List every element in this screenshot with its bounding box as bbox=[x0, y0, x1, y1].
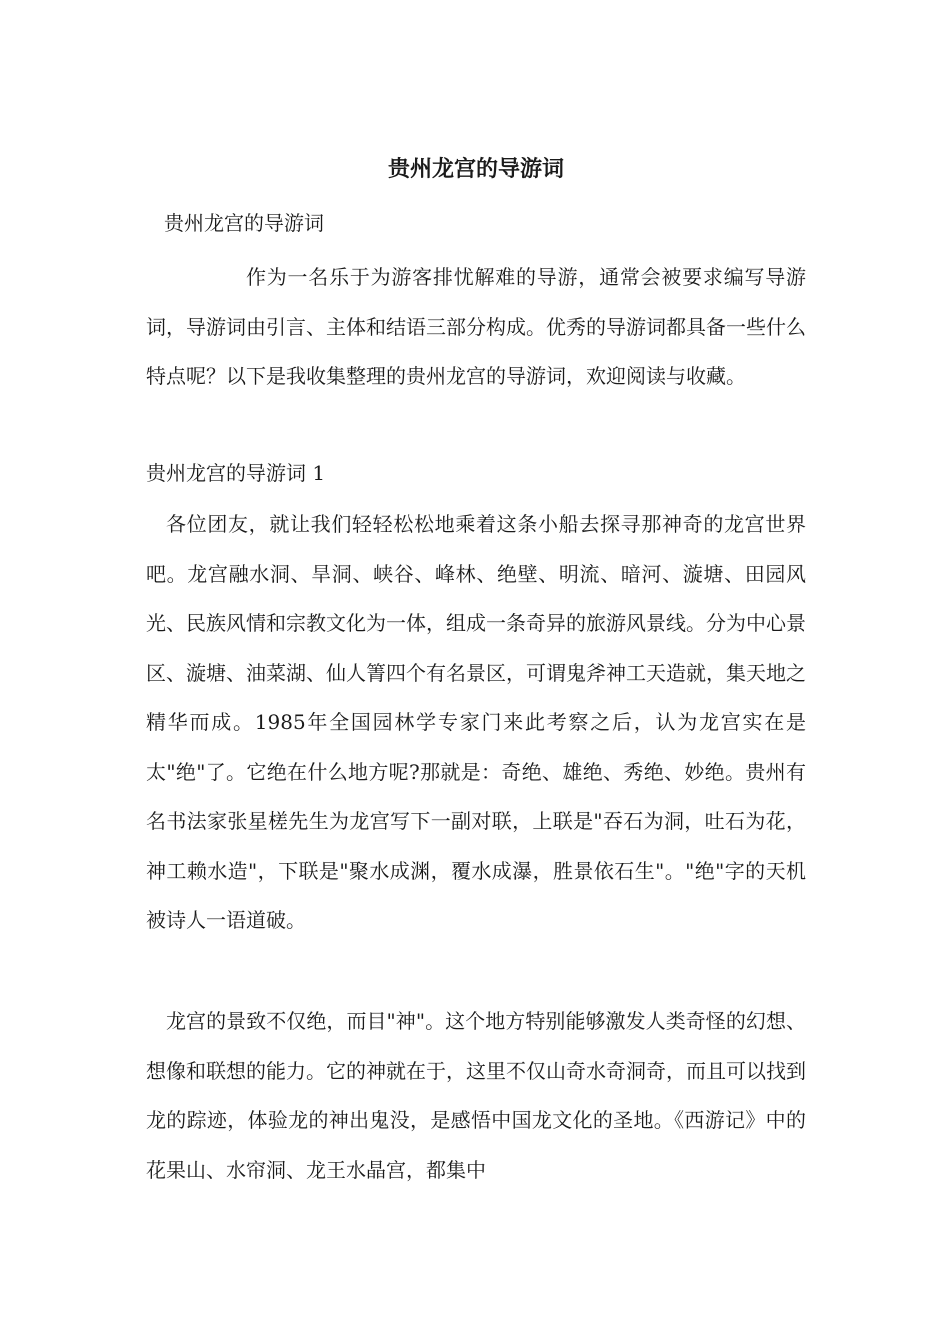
document-title: 贵州龙宫的导游词 bbox=[387, 156, 564, 182]
intro-paragraph: 作为一名乐于为游客排忧解难的导游，通常会被要求编写导游词，导游词由引言、主体和结语三部分构成。优秀的导游词都具备一些什么特点呢？以下是我收集整理的贵州龙宫的导游词，欢迎阅读与收藏。 bbox=[146, 265, 806, 388]
body-paragraph-1: 各位团友，就让我们轻轻松松地乘着这条小船去探寻那神奇的龙宫世界吧。龙宫融水洞、旱洞、峡谷、峰林、绝壁、明流、暗河、漩塘、田园风光、民族风情和宗教文化为一体，组成一条奇异的旅游风景线。分为中心景区、漩塘、油菜湖、仙人箐四个有名景区，可谓鬼斧神工天造就，集天地之精华而成。1985年全国园林学专家门来此考察之后，认为龙宫实在是太"绝"了。它绝在什么地方呢?那就是：奇绝、雄绝、秀绝、妙绝。贵州有名书法家张星槎先生为龙宫写下一副对联，上联是"吞石为洞，吐石为花，神工赖水造"，下联是"聚水成渊，覆水成瀑，胜景依石生"。"绝"字的天机被诗人一语道破。 bbox=[146, 512, 806, 932]
document-subtitle: 贵州龙宫的导游词 bbox=[164, 211, 324, 235]
section-heading: 贵州龙宫的导游词 1 bbox=[146, 461, 326, 485]
body-paragraph-2: 龙宫的景致不仅绝，而目"神"。这个地方特别能够激发人类奇怪的幻想、想像和联想的能力。它的神就在于，这里不仅山奇水奇洞奇，而且可以找到龙的踪迹，体验龙的神出鬼没，是感悟中国龙文化的圣地。《西游记》中的花果山、水帘洞、龙王水晶宫，都集中 bbox=[146, 1009, 806, 1182]
